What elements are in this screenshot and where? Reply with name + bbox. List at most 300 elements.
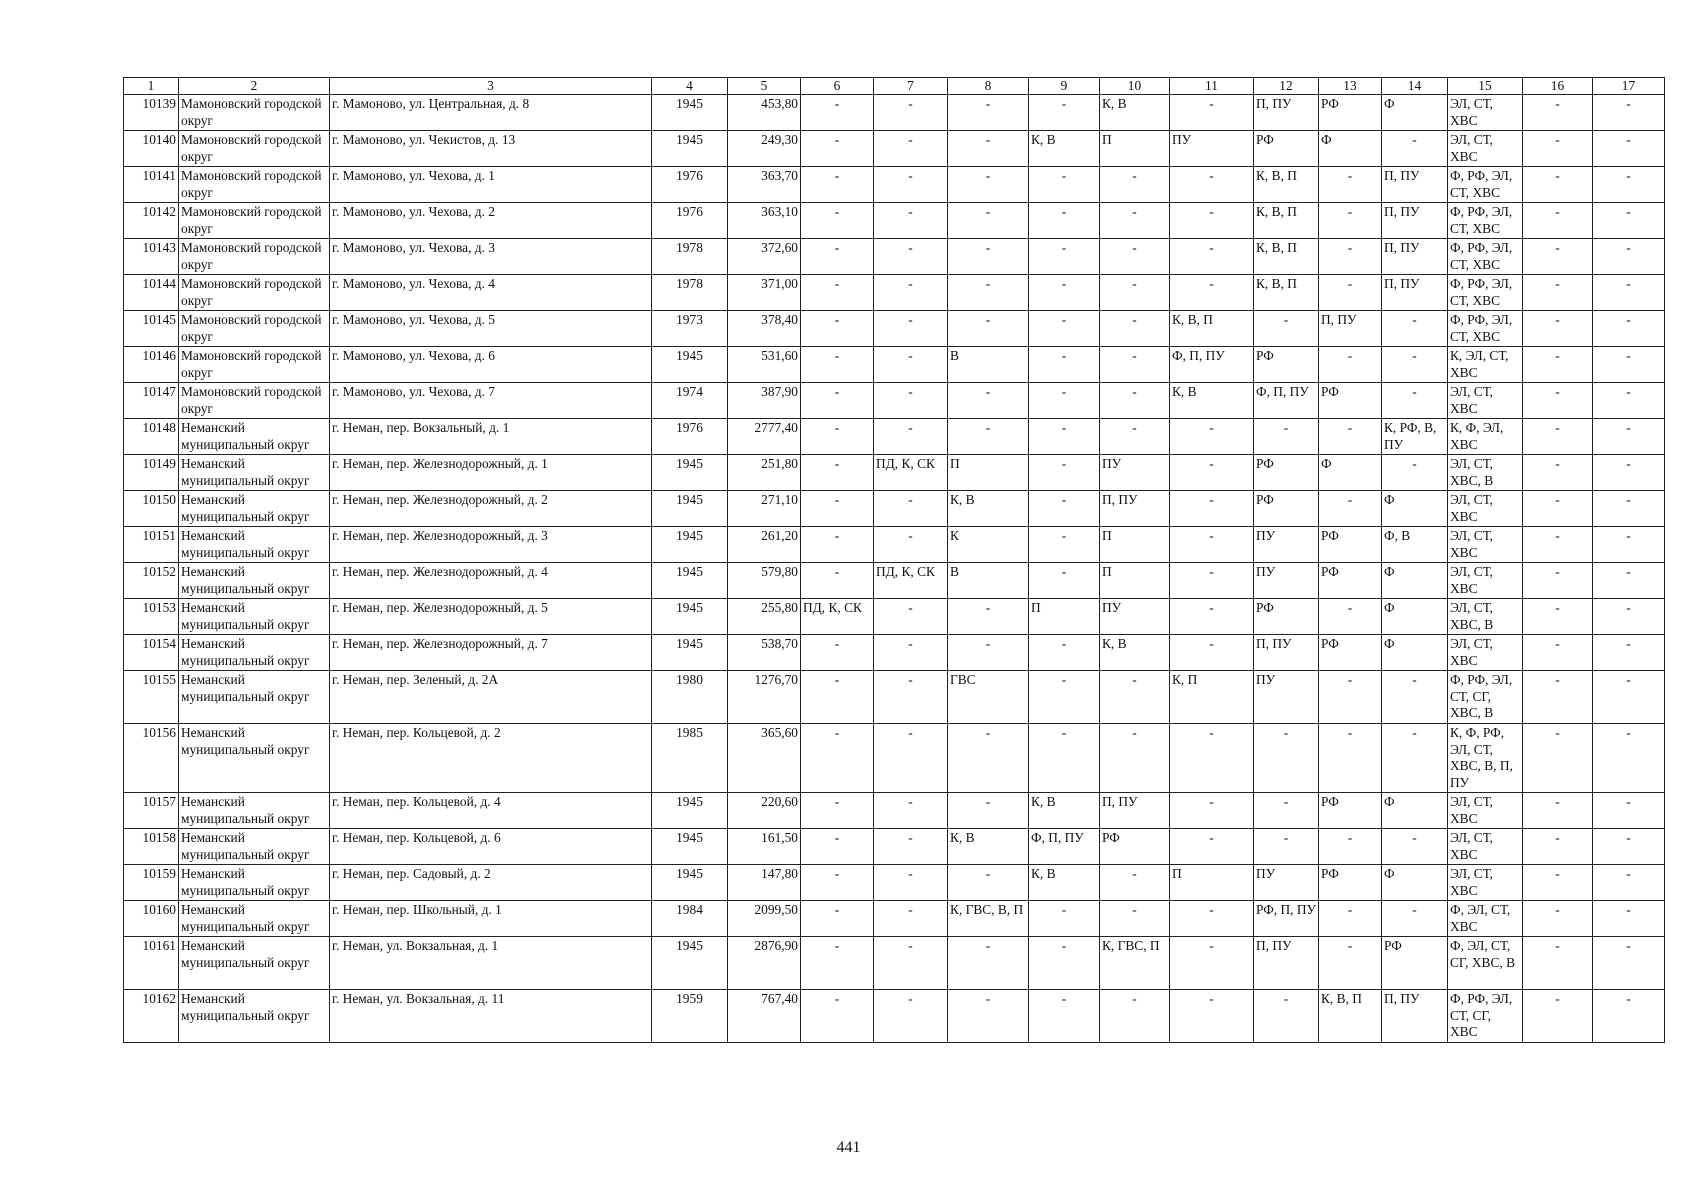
cell-municipality: Мамоновский городской округ [179,239,330,275]
cell-col-17: - [1593,865,1665,901]
cell-record-number: 10148 [124,419,179,455]
cell-col-15: Ф, РФ, ЭЛ, СТ, СГ, ХВС, В [1448,671,1523,724]
cell-col-14: - [1382,901,1448,937]
cell-col-8: - [948,793,1029,829]
cell-col-14: РФ [1382,937,1448,990]
cell-col-11: - [1170,990,1254,1043]
cell-col-17: - [1593,383,1665,419]
cell-municipality: Мамоновский городской округ [179,95,330,131]
cell-address: г. Мамоново, ул. Чекистов, д. 13 [330,131,652,167]
table-row [124,990,1665,1043]
cell-col-11: - [1170,239,1254,275]
table-row [124,239,1665,275]
cell-record-number: 10154 [124,635,179,671]
cell-col-12: П, ПУ [1254,937,1319,990]
cell-area: 372,60 [728,239,801,275]
cell-address: г. Неман, пер. Железнодорожный, д. 7 [330,635,652,671]
cell-col-12: - [1254,311,1319,347]
cell-municipality: Неманский муниципальный округ [179,724,330,793]
cell-record-number: 10156 [124,724,179,793]
cell-col-14: Ф [1382,599,1448,635]
cell-record-number: 10139 [124,95,179,131]
cell-col-16: - [1523,527,1593,563]
cell-municipality: Неманский муниципальный округ [179,635,330,671]
cell-address: г. Мамоново, ул. Чехова, д. 4 [330,275,652,311]
cell-col-6: - [801,527,874,563]
cell-year-built: 1945 [652,455,728,491]
cell-col-10: - [1100,865,1170,901]
cell-col-7: - [874,671,948,724]
cell-col-13: - [1319,901,1382,937]
cell-record-number: 10162 [124,990,179,1043]
cell-col-16: - [1523,793,1593,829]
cell-col-7: - [874,95,948,131]
cell-col-17: - [1593,455,1665,491]
column-number-header: 12 [1254,78,1319,95]
cell-area: 2876,90 [728,937,801,990]
cell-record-number: 10145 [124,311,179,347]
cell-col-10: - [1100,311,1170,347]
cell-col-11: - [1170,563,1254,599]
cell-record-number: 10140 [124,131,179,167]
cell-col-9: - [1029,167,1100,203]
cell-col-6: - [801,419,874,455]
cell-year-built: 1945 [652,563,728,599]
column-number-header: 5 [728,78,801,95]
cell-col-14: - [1382,829,1448,865]
column-number-header-row [124,78,1665,95]
cell-col-6: - [801,203,874,239]
cell-col-8: - [948,383,1029,419]
cell-address: г. Мамоново, ул. Чехова, д. 2 [330,203,652,239]
cell-col-16: - [1523,937,1593,990]
cell-col-9: - [1029,239,1100,275]
cell-col-9: - [1029,383,1100,419]
cell-year-built: 1984 [652,901,728,937]
cell-col-15: Ф, ЭЛ, СТ, ХВС [1448,901,1523,937]
cell-col-12: ПУ [1254,527,1319,563]
cell-area: 261,20 [728,527,801,563]
cell-col-10: РФ [1100,829,1170,865]
cell-col-16: - [1523,275,1593,311]
cell-year-built: 1976 [652,167,728,203]
page-number: 441 [836,1139,861,1156]
cell-col-16: - [1523,95,1593,131]
cell-col-6: - [801,491,874,527]
cell-area: 387,90 [728,383,801,419]
cell-col-11: - [1170,527,1254,563]
cell-address: г. Мамоново, ул. Чехова, д. 7 [330,383,652,419]
cell-area: 251,80 [728,455,801,491]
cell-municipality: Мамоновский городской округ [179,167,330,203]
cell-col-17: - [1593,793,1665,829]
table-row [124,383,1665,419]
cell-col-10: - [1100,203,1170,239]
cell-col-17: - [1593,239,1665,275]
cell-col-17: - [1593,635,1665,671]
column-number-header: 1 [124,78,179,95]
cell-municipality: Мамоновский городской округ [179,131,330,167]
cell-col-15: ЭЛ, СТ, ХВС, В [1448,599,1523,635]
cell-record-number: 10146 [124,347,179,383]
cell-col-7: ПД, К, СК [874,563,948,599]
cell-col-12: К, В, П [1254,239,1319,275]
table-row [124,275,1665,311]
cell-col-7: - [874,724,948,793]
cell-col-15: ЭЛ, СТ, ХВС [1448,793,1523,829]
cell-col-11: - [1170,275,1254,311]
cell-col-9: - [1029,95,1100,131]
cell-municipality: Неманский муниципальный округ [179,990,330,1043]
cell-col-14: П, ПУ [1382,990,1448,1043]
cell-col-13: РФ [1319,865,1382,901]
cell-address: г. Неман, пер. Зеленый, д. 2А [330,671,652,724]
cell-col-15: ЭЛ, СТ, ХВС [1448,491,1523,527]
cell-col-16: - [1523,724,1593,793]
cell-address: г. Мамоново, ул. Чехова, д. 6 [330,347,652,383]
cell-col-14: - [1382,671,1448,724]
cell-address: г. Неман, пер. Вокзальный, д. 1 [330,419,652,455]
cell-year-built: 1945 [652,599,728,635]
cell-col-10: - [1100,383,1170,419]
cell-col-15: Ф, ЭЛ, СТ, СГ, ХВС, В [1448,937,1523,990]
cell-municipality: Неманский муниципальный округ [179,491,330,527]
cell-col-12: П, ПУ [1254,95,1319,131]
cell-col-10: - [1100,901,1170,937]
cell-col-9: - [1029,203,1100,239]
cell-address: г. Мамоново, ул. Чехова, д. 5 [330,311,652,347]
cell-col-12: - [1254,724,1319,793]
cell-col-14: Ф [1382,563,1448,599]
table-row [124,671,1665,724]
cell-col-17: - [1593,829,1665,865]
cell-col-9: К, В [1029,865,1100,901]
cell-address: г. Неман, пер. Железнодорожный, д. 1 [330,455,652,491]
cell-col-15: Ф, РФ, ЭЛ, СТ, ХВС [1448,311,1523,347]
table-row [124,455,1665,491]
table-row [124,635,1665,671]
cell-col-13: РФ [1319,635,1382,671]
cell-col-11: Ф, П, ПУ [1170,347,1254,383]
cell-col-7: - [874,990,948,1043]
table-row [124,203,1665,239]
cell-address: г. Неман, ул. Вокзальная, д. 11 [330,990,652,1043]
cell-col-9: - [1029,563,1100,599]
cell-col-11: - [1170,455,1254,491]
cell-record-number: 10151 [124,527,179,563]
cell-col-8: К, В [948,491,1029,527]
cell-col-14: - [1382,311,1448,347]
cell-col-11: К, В [1170,383,1254,419]
cell-col-16: - [1523,383,1593,419]
cell-col-8: - [948,419,1029,455]
table-row [124,419,1665,455]
cell-year-built: 1959 [652,990,728,1043]
cell-col-8: - [948,203,1029,239]
cell-col-13: - [1319,599,1382,635]
cell-area: 531,60 [728,347,801,383]
table-row [124,95,1665,131]
cell-col-11: - [1170,491,1254,527]
cell-col-8: В [948,563,1029,599]
cell-col-17: - [1593,167,1665,203]
cell-year-built: 1974 [652,383,728,419]
cell-year-built: 1973 [652,311,728,347]
cell-municipality: Неманский муниципальный округ [179,901,330,937]
cell-col-15: Ф, РФ, ЭЛ, СТ, ХВС [1448,275,1523,311]
cell-municipality: Неманский муниципальный округ [179,599,330,635]
cell-col-6: - [801,990,874,1043]
cell-area: 767,40 [728,990,801,1043]
cell-municipality: Мамоновский городской округ [179,383,330,419]
cell-area: 579,80 [728,563,801,599]
cell-col-8: - [948,635,1029,671]
cell-col-15: Ф, РФ, ЭЛ, СТ, ХВС [1448,167,1523,203]
cell-col-11: - [1170,635,1254,671]
cell-record-number: 10149 [124,455,179,491]
column-number-header: 15 [1448,78,1523,95]
cell-col-14: П, ПУ [1382,239,1448,275]
cell-col-16: - [1523,865,1593,901]
column-number-header: 11 [1170,78,1254,95]
cell-col-8: В [948,347,1029,383]
cell-area: 2099,50 [728,901,801,937]
cell-col-11: - [1170,901,1254,937]
cell-col-11: - [1170,419,1254,455]
cell-record-number: 10141 [124,167,179,203]
cell-col-15: К, ЭЛ, СТ, ХВС [1448,347,1523,383]
cell-col-17: - [1593,419,1665,455]
cell-record-number: 10153 [124,599,179,635]
cell-col-16: - [1523,829,1593,865]
cell-col-14: Ф [1382,793,1448,829]
cell-record-number: 10155 [124,671,179,724]
cell-col-13: - [1319,491,1382,527]
table-row [124,724,1665,793]
cell-col-14: Ф [1382,865,1448,901]
cell-col-7: - [874,383,948,419]
cell-year-built: 1945 [652,491,728,527]
cell-col-15: Ф, РФ, ЭЛ, СТ, ХВС [1448,203,1523,239]
cell-col-8: К [948,527,1029,563]
cell-year-built: 1945 [652,937,728,990]
cell-record-number: 10142 [124,203,179,239]
cell-col-13: К, В, П [1319,990,1382,1043]
cell-col-7: - [874,347,948,383]
cell-area: 255,80 [728,599,801,635]
cell-col-13: Ф [1319,131,1382,167]
cell-col-10: - [1100,275,1170,311]
cell-col-7: - [874,419,948,455]
cell-col-11: К, В, П [1170,311,1254,347]
cell-col-10: - [1100,419,1170,455]
cell-area: 365,60 [728,724,801,793]
cell-col-8: - [948,937,1029,990]
cell-col-9: - [1029,901,1100,937]
cell-col-13: - [1319,347,1382,383]
cell-municipality: Неманский муниципальный округ [179,865,330,901]
cell-col-7: - [874,865,948,901]
cell-col-13: - [1319,937,1382,990]
cell-col-11: - [1170,829,1254,865]
cell-col-7: - [874,491,948,527]
cell-municipality: Неманский муниципальный округ [179,829,330,865]
cell-address: г. Неман, пер. Железнодорожный, д. 2 [330,491,652,527]
cell-col-12: РФ [1254,599,1319,635]
cell-col-12: ПУ [1254,865,1319,901]
cell-col-17: - [1593,527,1665,563]
cell-record-number: 10144 [124,275,179,311]
cell-col-16: - [1523,901,1593,937]
cell-col-9: - [1029,491,1100,527]
cell-record-number: 10159 [124,865,179,901]
cell-col-13: РФ [1319,793,1382,829]
cell-col-17: - [1593,724,1665,793]
cell-area: 363,10 [728,203,801,239]
cell-col-6: - [801,671,874,724]
cell-col-7: - [874,167,948,203]
cell-col-15: К, Ф, ЭЛ, ХВС [1448,419,1523,455]
column-number-header: 4 [652,78,728,95]
cell-year-built: 1945 [652,131,728,167]
cell-col-17: - [1593,311,1665,347]
cell-year-built: 1945 [652,865,728,901]
cell-year-built: 1945 [652,347,728,383]
cell-col-7: - [874,311,948,347]
cell-col-7: ПД, К, СК [874,455,948,491]
cell-col-15: ЭЛ, СТ, ХВС [1448,527,1523,563]
cell-year-built: 1945 [652,95,728,131]
cell-municipality: Неманский муниципальный округ [179,671,330,724]
cell-col-7: - [874,937,948,990]
cell-col-6: - [801,347,874,383]
cell-col-7: - [874,239,948,275]
cell-col-6: - [801,865,874,901]
cell-col-13: - [1319,419,1382,455]
cell-col-11: - [1170,724,1254,793]
table-row [124,901,1665,937]
cell-col-9: Ф, П, ПУ [1029,829,1100,865]
housing-registry-table [123,77,1665,1043]
cell-col-7: - [874,635,948,671]
cell-record-number: 10152 [124,563,179,599]
table-row [124,347,1665,383]
cell-col-8: - [948,131,1029,167]
cell-year-built: 1978 [652,239,728,275]
cell-address: г. Мамоново, ул. Чехова, д. 1 [330,167,652,203]
cell-col-12: К, В, П [1254,203,1319,239]
cell-record-number: 10147 [124,383,179,419]
table-row [124,829,1665,865]
cell-col-13: П, ПУ [1319,311,1382,347]
cell-col-8: - [948,724,1029,793]
cell-area: 147,80 [728,865,801,901]
cell-col-6: - [801,635,874,671]
cell-col-15: ЭЛ, СТ, ХВС [1448,635,1523,671]
cell-col-13: - [1319,167,1382,203]
cell-col-14: Ф [1382,635,1448,671]
cell-col-12: - [1254,793,1319,829]
cell-address: г. Неман, пер. Железнодорожный, д. 3 [330,527,652,563]
cell-col-13: - [1319,829,1382,865]
cell-col-17: - [1593,563,1665,599]
cell-col-14: - [1382,724,1448,793]
cell-address: г. Неман, ул. Вокзальная, д. 1 [330,937,652,990]
cell-col-10: ПУ [1100,455,1170,491]
cell-record-number: 10143 [124,239,179,275]
cell-col-17: - [1593,491,1665,527]
column-number-header: 3 [330,78,652,95]
cell-col-10: К, ГВС, П [1100,937,1170,990]
cell-col-17: - [1593,275,1665,311]
cell-area: 161,50 [728,829,801,865]
cell-col-12: РФ, П, ПУ [1254,901,1319,937]
cell-col-8: - [948,167,1029,203]
cell-area: 363,70 [728,167,801,203]
cell-col-10: - [1100,671,1170,724]
cell-col-14: П, ПУ [1382,167,1448,203]
cell-col-8: - [948,95,1029,131]
cell-year-built: 1945 [652,793,728,829]
cell-col-10: ПУ [1100,599,1170,635]
cell-col-10: П [1100,131,1170,167]
column-number-header: 14 [1382,78,1448,95]
cell-col-9: К, В [1029,131,1100,167]
cell-col-13: Ф [1319,455,1382,491]
cell-col-14: - [1382,347,1448,383]
column-number-header: 10 [1100,78,1170,95]
table-row [124,865,1665,901]
cell-col-13: - [1319,275,1382,311]
cell-col-7: - [874,527,948,563]
cell-col-17: - [1593,599,1665,635]
cell-col-6: - [801,383,874,419]
cell-col-13: РФ [1319,383,1382,419]
cell-col-13: - [1319,724,1382,793]
cell-col-7: - [874,901,948,937]
cell-record-number: 10161 [124,937,179,990]
cell-col-17: - [1593,901,1665,937]
cell-col-7: - [874,829,948,865]
cell-col-9: - [1029,347,1100,383]
cell-col-14: - [1382,131,1448,167]
cell-col-15: ЭЛ, СТ, ХВС, В [1448,455,1523,491]
cell-area: 2777,40 [728,419,801,455]
cell-address: г. Неман, пер. Школьный, д. 1 [330,901,652,937]
cell-col-15: ЭЛ, СТ, ХВС [1448,563,1523,599]
table-row [124,167,1665,203]
cell-col-10: К, В [1100,95,1170,131]
cell-col-12: РФ [1254,131,1319,167]
cell-area: 1276,70 [728,671,801,724]
cell-col-10: - [1100,239,1170,275]
cell-col-13: РФ [1319,563,1382,599]
cell-year-built: 1980 [652,671,728,724]
column-number-header: 2 [179,78,330,95]
cell-col-16: - [1523,311,1593,347]
cell-col-17: - [1593,203,1665,239]
cell-col-9: - [1029,275,1100,311]
cell-col-8: К, ГВС, В, П [948,901,1029,937]
cell-col-16: - [1523,419,1593,455]
cell-area: 378,40 [728,311,801,347]
cell-col-9: П [1029,599,1100,635]
cell-col-17: - [1593,937,1665,990]
cell-area: 220,60 [728,793,801,829]
table-row [124,599,1665,635]
table-row [124,793,1665,829]
cell-municipality: Мамоновский городской округ [179,311,330,347]
